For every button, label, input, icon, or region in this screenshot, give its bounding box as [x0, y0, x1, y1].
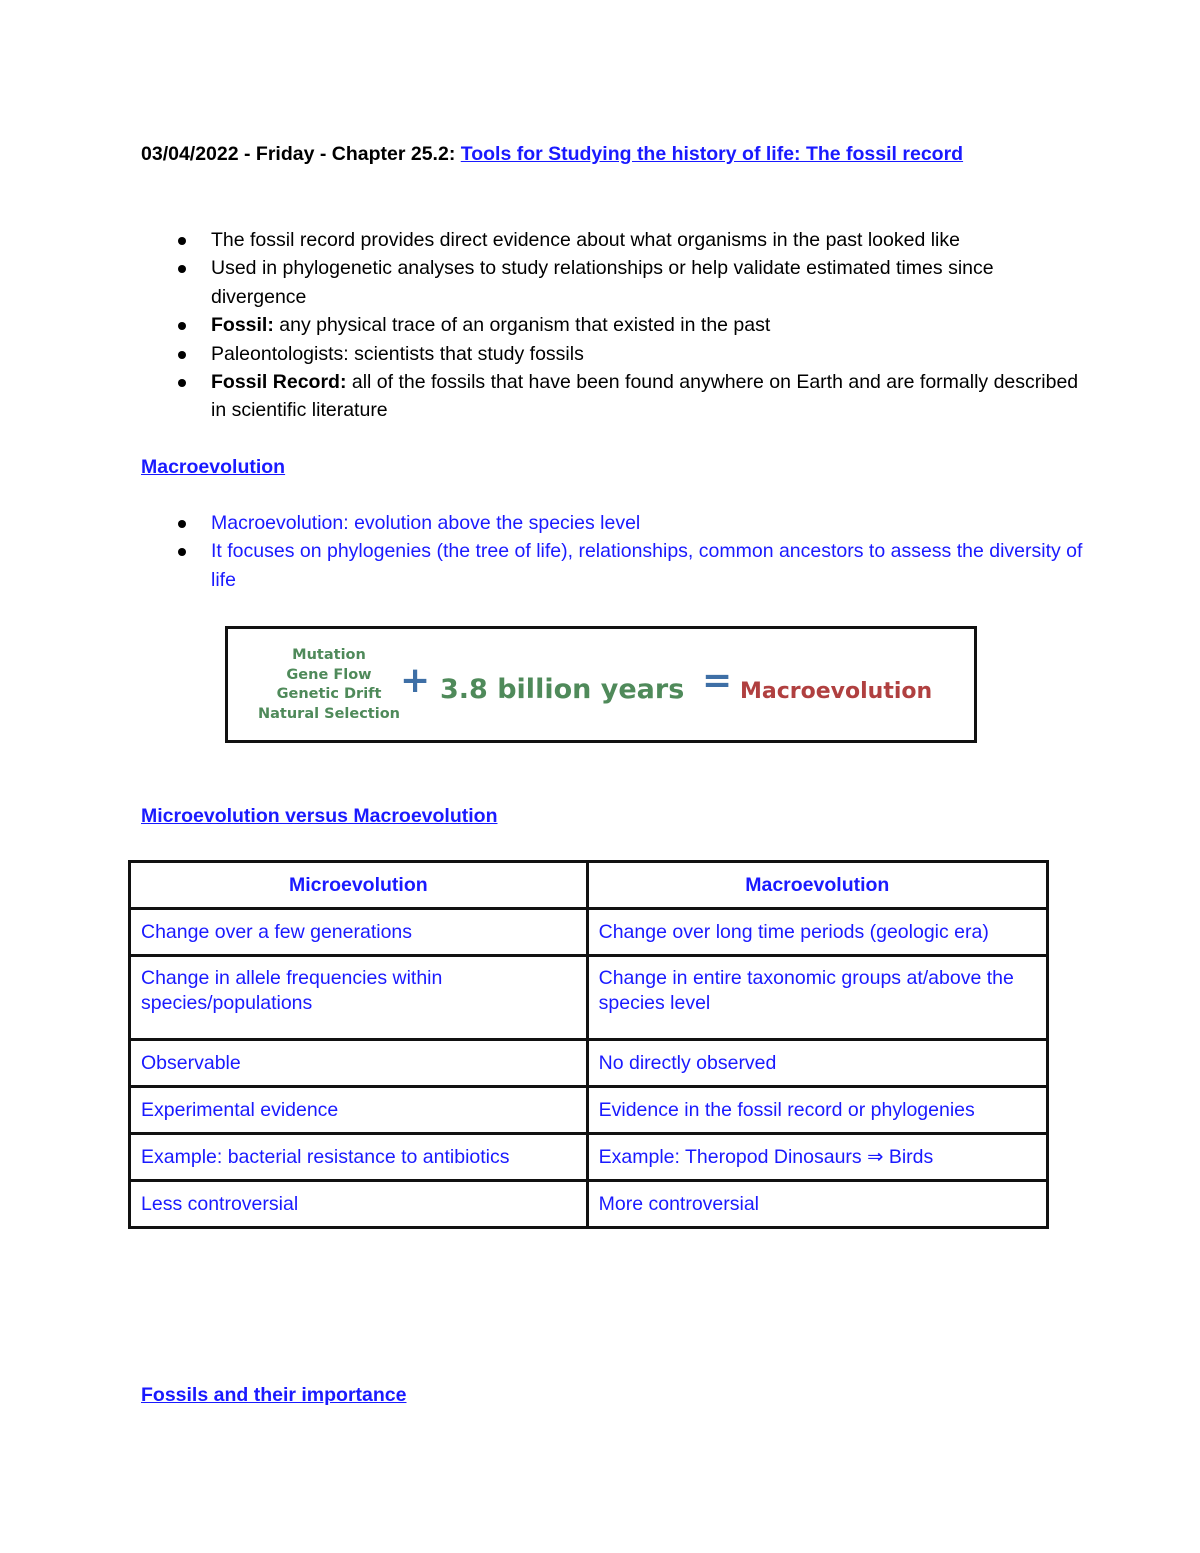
macroevolution-equation-image: [225, 626, 977, 743]
force-label: Gene Flow: [286, 666, 372, 683]
bullet-dot-icon: [178, 351, 186, 359]
table-row: [130, 1087, 1048, 1134]
table-header-row: [130, 862, 1048, 909]
table-row: [130, 909, 1048, 956]
bullet-dot-icon: [178, 237, 186, 245]
table-row: [130, 1181, 1048, 1228]
term-fossil: Fossil:: [211, 314, 274, 337]
plus-icon: +: [400, 660, 431, 701]
comparison-table: [128, 860, 1049, 1229]
table-cell: Observable: [130, 1040, 588, 1087]
list-item: Fossil: any physical trace of an organism that existed in the past: [211, 311, 1091, 339]
macro-bullet-list: [211, 509, 1091, 594]
table-cell: Change in allele frequencies within species/populations: [130, 956, 588, 1040]
force-label: Genetic Drift: [276, 686, 382, 702]
bullet-dot-icon: [178, 322, 186, 330]
lecture-date-chapter: 03/04/2022 - Friday - Chapter 25.2:: [141, 143, 461, 165]
intro-bullet-list: [211, 226, 1091, 425]
evolutionary-forces-list: [248, 646, 410, 724]
table-cell: Evidence in the fossil record or phylogenies: [587, 1087, 1047, 1134]
list-item: Fossil Record: all of the fossils that have been found anywhere on Earth and are formally described in scientific literature: [211, 368, 1091, 425]
table-cell: Example: Theropod Dinosaurs ⇒ Birds: [587, 1134, 1047, 1181]
column-header-macroevolution: Macroevolution: [587, 862, 1047, 909]
fossils-importance-heading-link[interactable]: Fossils and their importance: [141, 1384, 407, 1406]
equals-icon: =: [702, 660, 733, 701]
micro-vs-macro-heading-link[interactable]: Microevolution versus Macroevolution: [141, 805, 498, 827]
table-cell: More controversial: [587, 1181, 1047, 1228]
bullet-dot-icon: [178, 379, 186, 387]
force-label: Natural Selection: [258, 705, 400, 722]
table-cell: Change over a few generations: [130, 909, 588, 956]
list-item: Used in phylogenetic analyses to study relationships or help validate estimated times since divergence: [211, 254, 1091, 311]
table-row: [130, 1134, 1048, 1181]
list-item: Macroevolution: evolution above the species level: [211, 509, 1091, 537]
bullet-dot-icon: [178, 265, 186, 273]
list-item: It focuses on phylogenies (the tree of life), relationships, common ancestors to assess the diversity of life: [211, 537, 1091, 594]
list-item: The fossil record provides direct evidence about what organisms in the past looked like: [211, 226, 1091, 254]
list-item: Paleontologists: scientists that study fossils: [211, 340, 1091, 368]
table-cell: Change over long time periods (geologic era): [587, 909, 1047, 956]
equation-result-label: Macroevolution: [740, 679, 933, 704]
lecture-title-link[interactable]: Tools for Studying the history of life: The fossil record: [460, 143, 964, 165]
table-cell: Change in entire taxonomic groups at/above the species level: [587, 956, 1047, 1040]
column-header-microevolution: Microevolution: [130, 862, 588, 909]
force-label: Mutation: [292, 647, 366, 663]
table-cell: Example: bacterial resistance to antibiotics: [130, 1134, 588, 1181]
table-cell: Experimental evidence: [130, 1087, 588, 1134]
table-cell: Less controversial: [130, 1181, 588, 1228]
bullet-dot-icon: [178, 520, 186, 528]
term-fossil-record: Fossil Record:: [211, 371, 347, 394]
bullet-dot-icon: [178, 548, 186, 556]
lecture-heading: [141, 140, 963, 168]
table-cell: No directly observed: [587, 1040, 1047, 1087]
time-span-label: 3.8 billion years: [440, 674, 685, 705]
macroevolution-heading-link[interactable]: Macroevolution: [141, 456, 286, 478]
table-row: [130, 956, 1048, 1040]
table-row: [130, 1040, 1048, 1087]
